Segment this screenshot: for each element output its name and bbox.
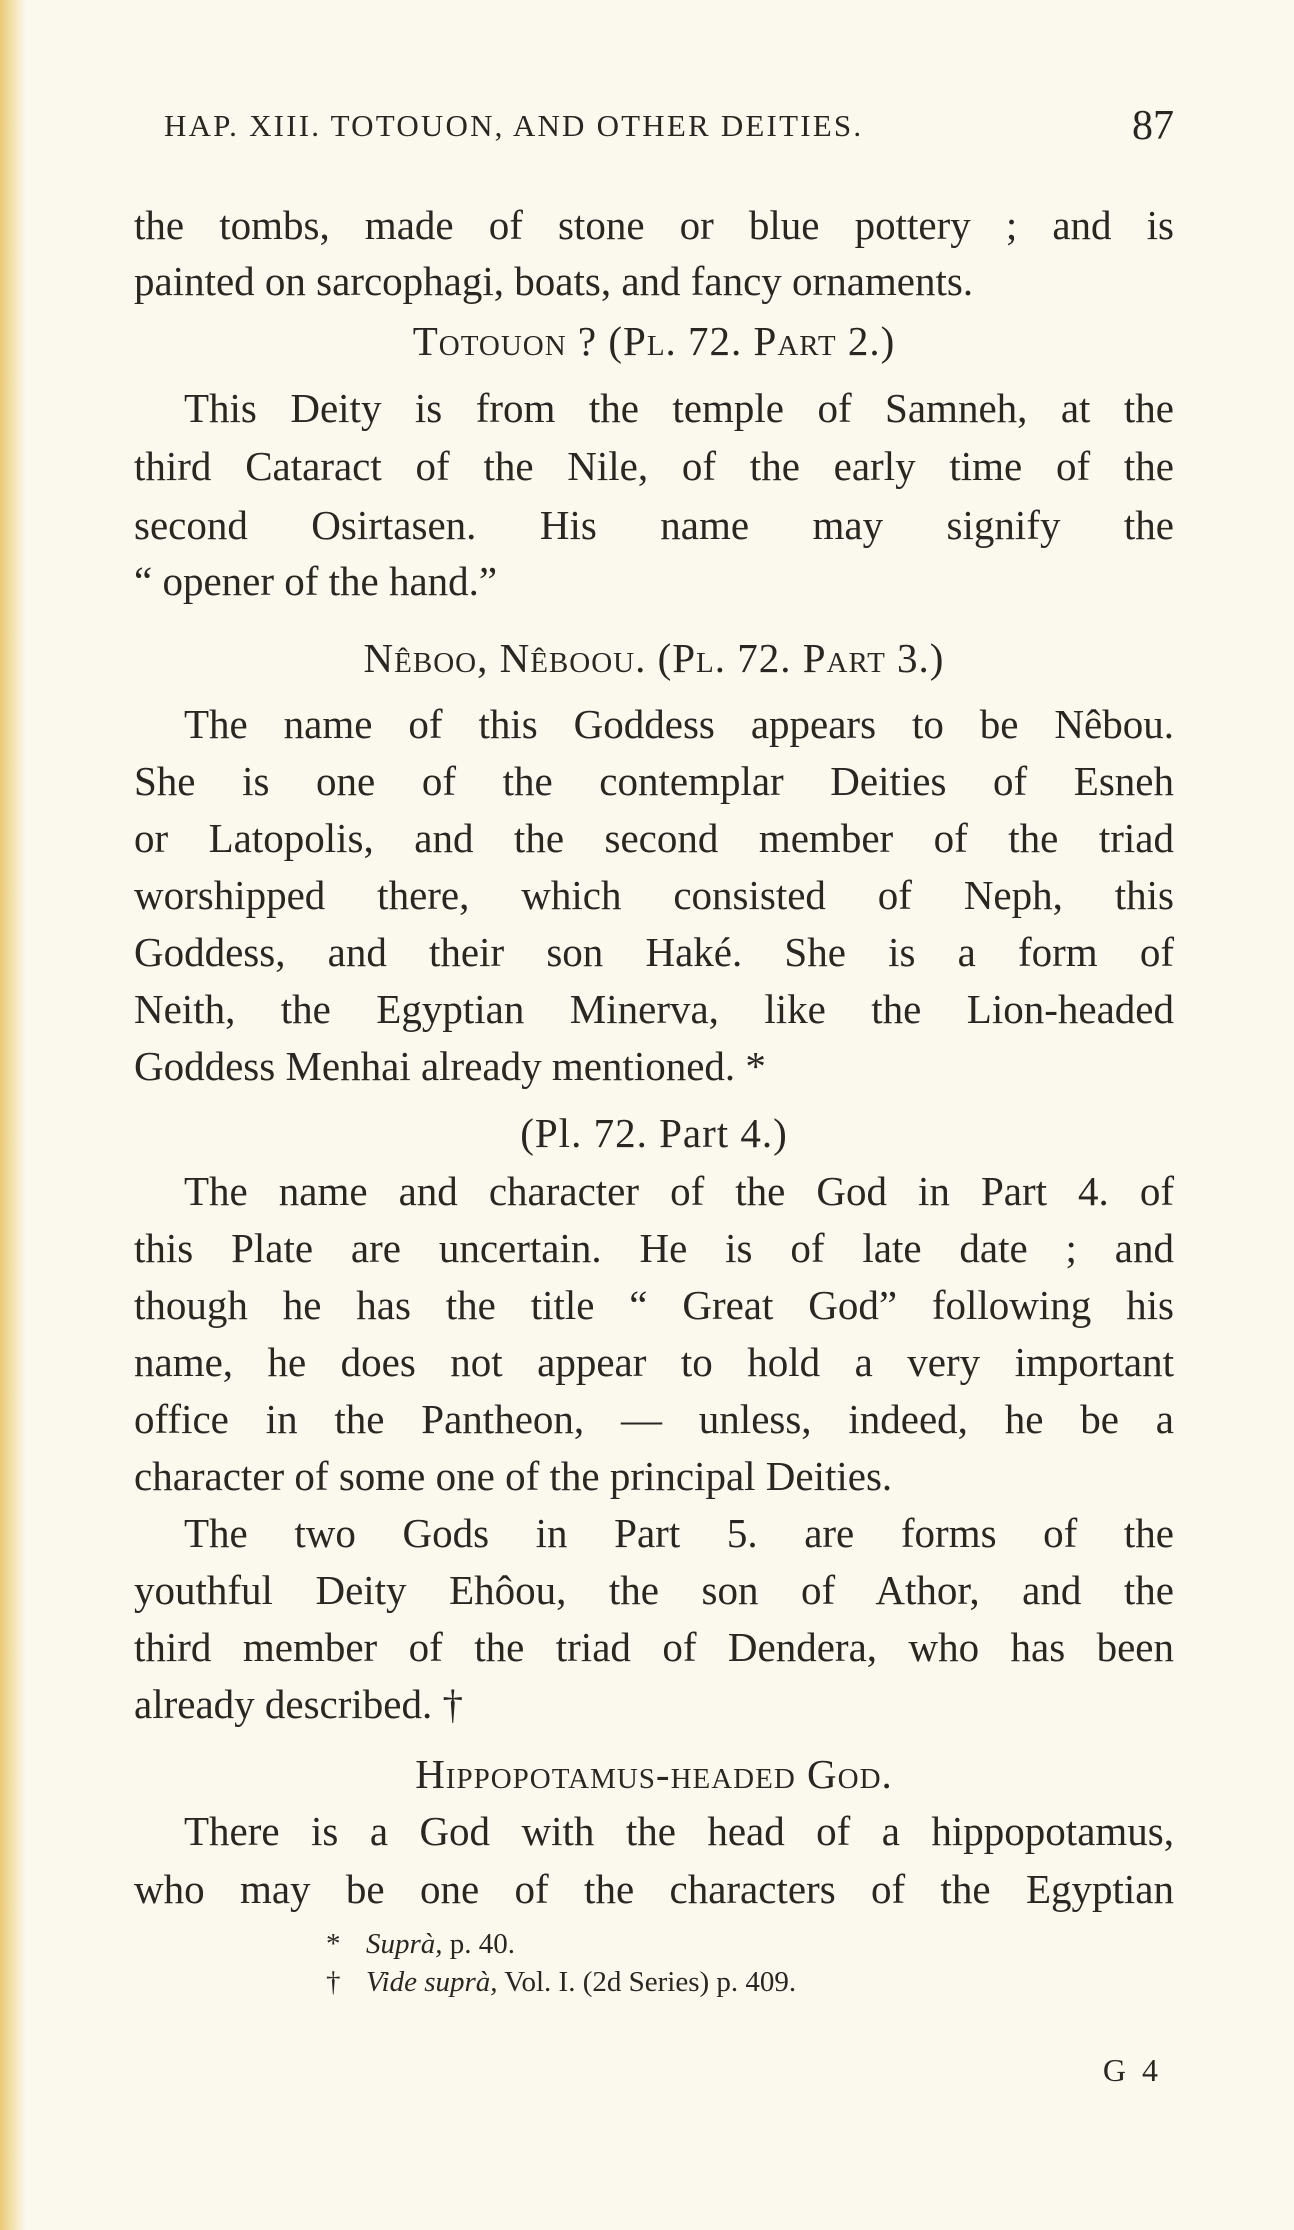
text-line: She is one of the contemplar Deities of Esneh [134,758,1174,804]
footnote-text: p. 40. [449,1928,516,1960]
footnote-reference: Vide suprà, [366,1966,498,1998]
text-line: who may be one of the characters of the Egyptian [134,1866,1174,1912]
running-head [134,102,1174,152]
page-number: 87 [1132,103,1174,149]
text-line: character of some one of the principal Deities. [134,1453,893,1499]
section-heading-totouon: Totouon ? (Pl. 72. Part 2.) [412,318,896,364]
footnote-text: Vol. I. (2d Series) p. 409. [504,1966,797,1998]
text-line: Neith, the Egyptian Minerva, like the Lion-headed [134,986,1174,1032]
text-line: There is a God with the head of a hippopotamus, [184,1808,1174,1854]
section-heading-part4: (Pl. 72. Part 4.) [520,1110,788,1156]
chapter-title: HAP. XIII. TOTOUON, AND OTHER DEITIES. [164,108,864,143]
text-line: The name and character of the God in Part 4. of [184,1168,1174,1214]
text-line: The name of this Goddess appears to be Nêbou. [184,701,1174,747]
text-line: This Deity is from the temple of Samneh, at the [184,385,1174,431]
text-line: Goddess, and their son Haké. She is a form of [134,929,1174,975]
page-gutter [0,0,26,2230]
footnote-mark: * [326,1928,341,1960]
footnote [326,1964,796,2000]
text-line: already described. † [134,1681,463,1727]
text-line: third member of the triad of Dendera, who has been [134,1624,1174,1670]
text-line: this Plate are uncertain. He is of late date ; and [134,1225,1174,1271]
text-line: painted on sarcophagi, boats, and fancy ornaments. [134,258,974,304]
text-line: youthful Deity Ehôou, the son of Athor, and the [134,1567,1174,1613]
section-heading-neboo: Nêboo, Nêboou. (Pl. 72. Part 3.) [363,635,945,681]
text-line: second Osirtasen. His name may signify the [134,502,1174,548]
signature-mark: G 4 [1102,2052,1162,2088]
text-line: the tombs, made of stone or blue pottery ; and is [134,202,1174,248]
section-heading-hippopotamus: Hippopotamus-headed God. [415,1751,893,1797]
text-line: The two Gods in Part 5. are forms of the [184,1510,1174,1556]
text-line: though he has the title “ Great God” following his [134,1282,1174,1328]
footnote [326,1926,515,1962]
text-line: name, he does not appear to hold a very important [134,1339,1174,1385]
text-line: Goddess Menhai already mentioned. * [134,1043,766,1089]
text-line: office in the Pantheon, — unless, indeed, he be a [134,1396,1174,1442]
text-line: “ opener of the hand.” [134,558,498,604]
footnote-mark: † [326,1966,341,1998]
text-line: third Cataract of the Nile, of the early time of the [134,443,1174,489]
text-line: worshipped there, which consisted of Neph, this [134,872,1174,918]
text-line: or Latopolis, and the second member of the triad [134,815,1174,861]
footnote-reference: Suprà, [366,1928,443,1960]
